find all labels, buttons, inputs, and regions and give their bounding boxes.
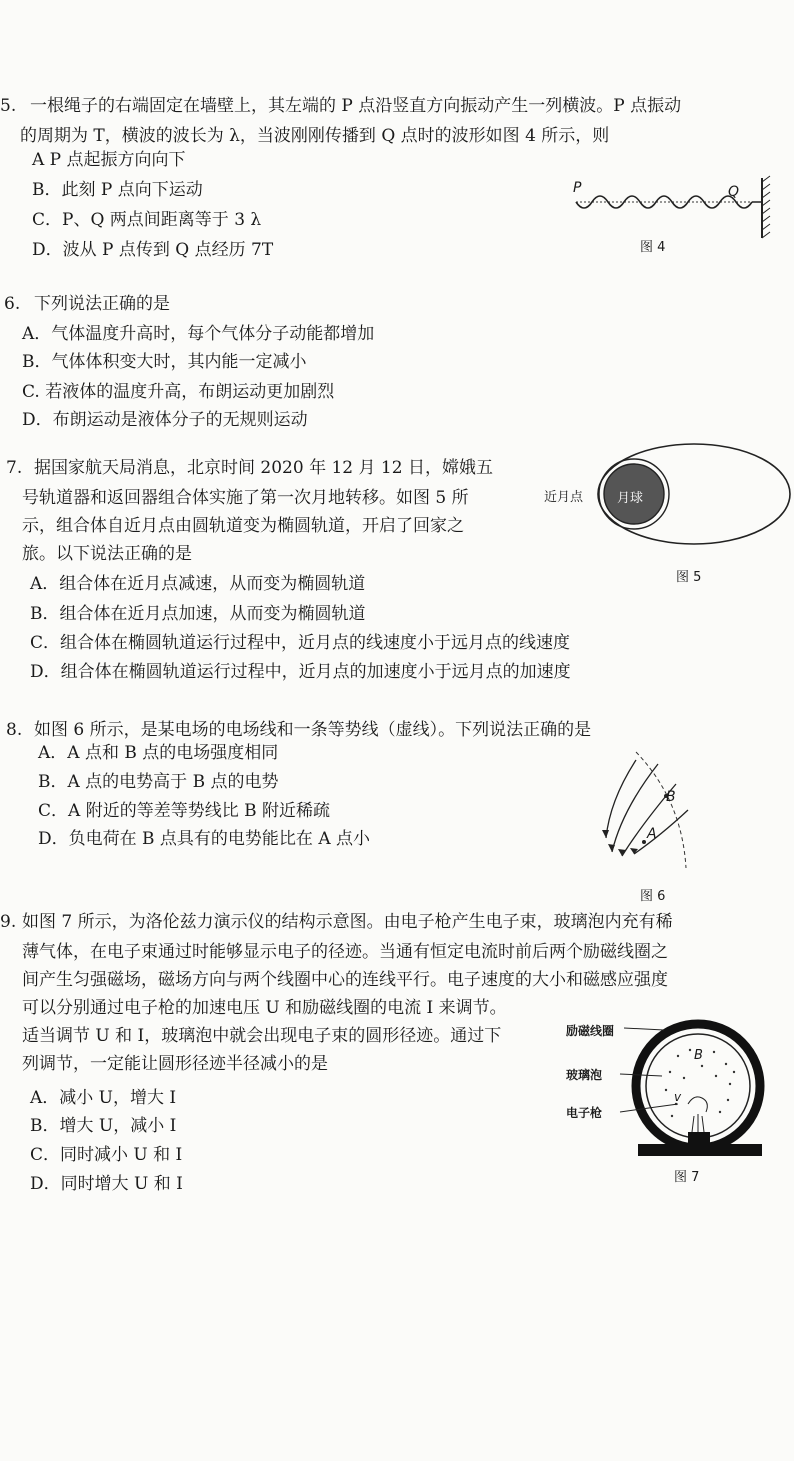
label-p: P <box>573 180 582 196</box>
question-stem-line: 可以分别通过电子枪的加速电压 U 和励磁线圈的电流 I 来调节。 <box>22 998 507 1018</box>
label-v: v <box>674 1090 682 1104</box>
question-number: 9. <box>0 912 17 932</box>
question-stem-line: 如图 6 所示，是某电场的电场线和一条等势线（虚线）。下列说法正确的是 <box>34 720 592 740</box>
figure-caption: 图 7 <box>674 1170 700 1185</box>
option-b: B．此刻 P 点向下运动 <box>32 180 203 200</box>
question-stem-line: 的周期为 T，横波的波长为 λ，当波刚刚传播到 Q 点时的波形如图 4 所示，则 <box>20 126 610 146</box>
option-c: C. 若液体的温度升高，布朗运动更加剧烈 <box>22 382 335 402</box>
option-c: C．同时减小 U 和 I <box>30 1145 183 1165</box>
option-b: B．组合体在近月点加速，从而变为椭圆轨道 <box>30 604 366 624</box>
label-moon: 月球 <box>617 491 644 506</box>
question-stem-line: 适当调节 U 和 I，玻璃泡中就会出现电子束的圆形径迹。通过下 <box>22 1026 502 1046</box>
option-b: B．气体体积变大时，其内能一定减小 <box>22 352 307 372</box>
question-number: 7. <box>6 458 23 478</box>
option-b: B．增大 U，减小 I <box>30 1116 177 1136</box>
question-stem-line: 据国家航天局消息，北京时间 2020 年 12 月 12 日，嫦娥五 <box>34 458 493 478</box>
question-stem-line: 一根绳子的右端固定在墙壁上，其左端的 P 点沿竖直方向振动产生一列横波。P 点振动 <box>30 96 682 116</box>
option-d: D．组合体在椭圆轨道运行过程中，近月点的加速度小于远月点的加速度 <box>30 662 571 682</box>
field-lines-diagram <box>596 750 696 870</box>
question-number: 8. <box>6 720 23 740</box>
label-perilune: 近月点 <box>544 490 584 505</box>
question-stem-line: 示，组合体自近月点由圆轨道变为椭圆轨道，开启了回家之 <box>22 516 464 536</box>
option-a: A．气体温度升高时，每个气体分子动能都增加 <box>22 324 375 344</box>
label-b: B <box>694 1048 703 1063</box>
label-q: Q <box>728 184 740 200</box>
question-stem-line: 薄气体，在电子束通过时能够显示电子的径迹。当通有恒定电流时前后两个励磁线圈之 <box>22 942 668 962</box>
question-stem-line: 如图 7 所示，为洛伦兹力演示仪的结构示意图。由电子枪产生电子束，玻璃泡内充有稀 <box>22 912 673 932</box>
option-d: D．负电荷在 B 点具有的电势能比在 A 点小 <box>38 829 371 849</box>
label-coil: 励磁线圈 <box>566 1024 615 1038</box>
question-stem-line: 列调节，一定能让圆形径迹半径减小的是 <box>22 1054 328 1074</box>
question-stem-line: 号轨道器和返回器组合体实施了第一次月地转移。如图 5 所 <box>22 488 469 508</box>
option-a: A．组合体在近月点减速，从而变为椭圆轨道 <box>30 574 366 594</box>
label-a: A <box>647 826 657 842</box>
leader-lines <box>614 1020 694 1110</box>
option-b: B．A 点的电势高于 B 点的电势 <box>38 772 279 792</box>
option-a: A．减小 U，增大 I <box>30 1088 177 1108</box>
question-stem-line: 间产生匀强磁场，磁场方向与两个线圈中心的连线平行。电子速度的大小和磁感应强度 <box>22 970 668 990</box>
label-bulb: 玻璃泡 <box>566 1068 603 1082</box>
question-number: 5. <box>0 96 17 116</box>
option-a: A P 点起振方向向下 <box>32 150 186 170</box>
option-c: C．P、Q 两点间距离等于 3 λ <box>32 210 262 230</box>
option-d: D．布朗运动是液体分子的无规则运动 <box>22 410 308 430</box>
label-gun: 电子枪 <box>566 1106 603 1120</box>
option-a: A．A 点和 B 点的电场强度相同 <box>38 743 279 763</box>
wave-diagram <box>570 178 790 238</box>
option-c: C．组合体在椭圆轨道运行过程中，近月点的线速度小于远月点的线速度 <box>30 633 571 653</box>
figure-caption: 图 4 <box>640 240 666 255</box>
question-number: 6. <box>4 294 21 314</box>
question-stem-line: 旅。以下说法正确的是 <box>22 544 192 564</box>
option-d: D．波从 P 点传到 Q 点经历 7T <box>32 240 274 260</box>
question-stem-line: 下列说法正确的是 <box>34 294 170 314</box>
option-c: C．A 附近的等差等势线比 B 附近稀疏 <box>38 801 330 821</box>
figure-caption: 图 5 <box>676 570 702 585</box>
option-d: D．同时增大 U 和 I <box>30 1174 183 1194</box>
label-b: B <box>666 789 676 805</box>
figure-caption: 图 6 <box>640 889 666 904</box>
